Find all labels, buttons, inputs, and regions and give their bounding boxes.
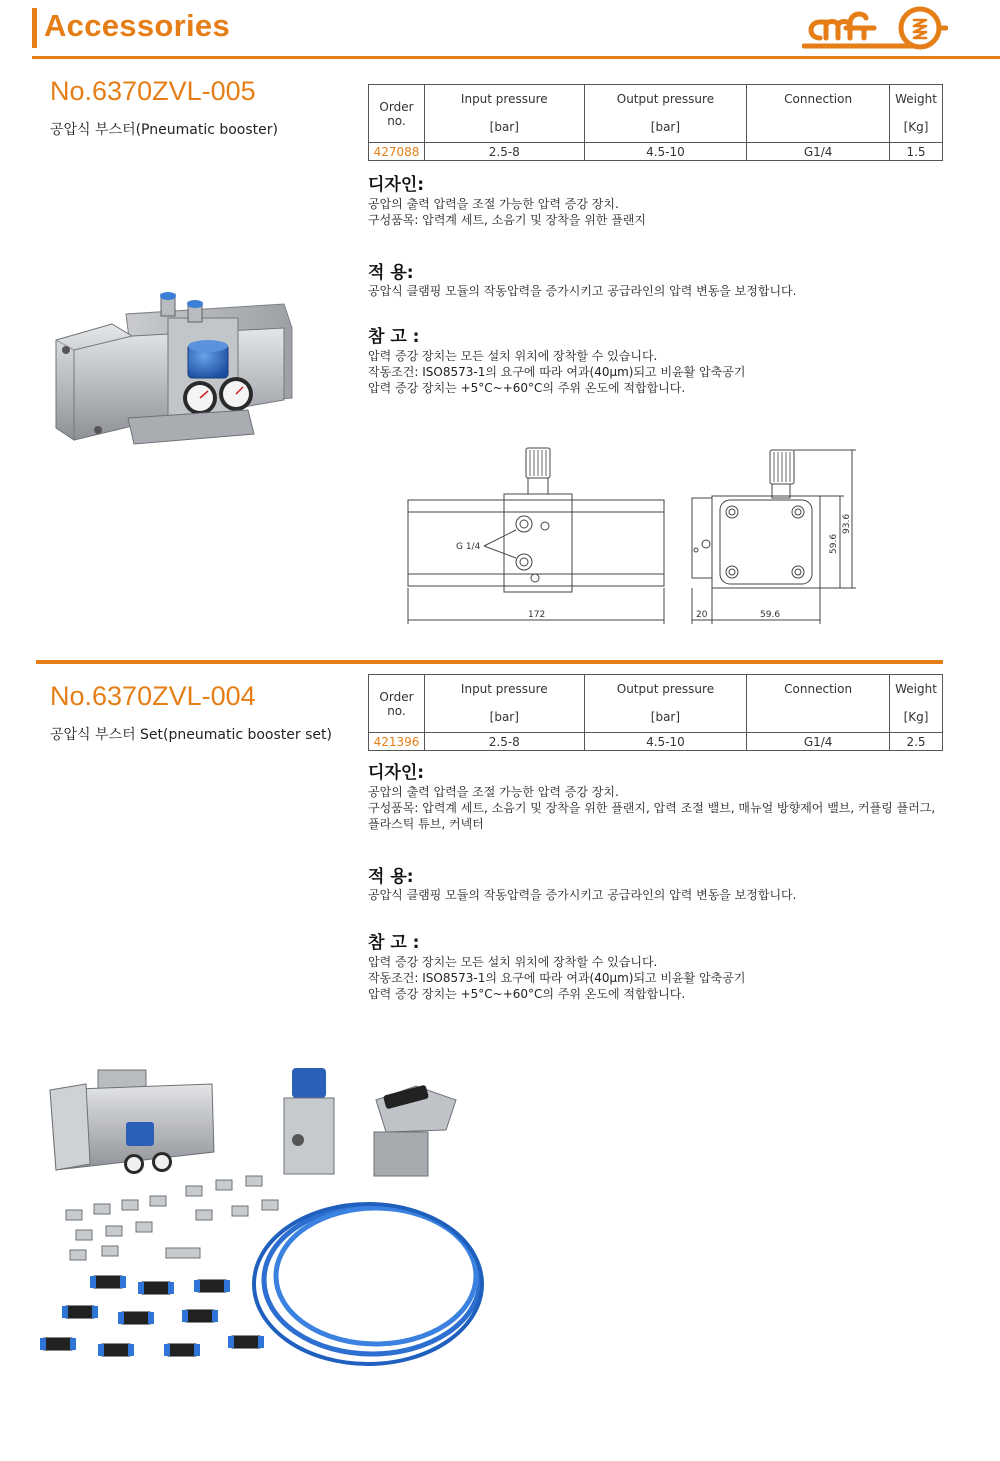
text-line: 압력 증강 장치는 모든 설치 위치에 장착할 수 있습니다. [368, 955, 658, 969]
pneumatic-booster-image [48, 288, 298, 458]
thread-label: G 1/4 [456, 542, 481, 552]
product-1-note-heading: 참 고 : [368, 327, 420, 347]
order-number-link[interactable]: 421396 [369, 733, 425, 751]
product-1-spec-table [368, 84, 943, 161]
text-line: 압력 증강 장치는 모든 설치 위치에 장착할 수 있습니다. [368, 349, 658, 363]
cell-input-pressure: 2.5-8 [424, 143, 584, 161]
text-line: 압력 증강 장치는 +5°C~+60°C의 주위 온도에 적합합니다. [368, 381, 686, 395]
unit-connection [747, 703, 890, 733]
cell-input-pressure: 2.5-8 [424, 733, 584, 751]
text-line: 작동조건: ISO8573-1의 요구에 따라 여과(40μm)되고 비윤활 압축공기 [368, 365, 746, 379]
header-input-pressure: Input pressure [424, 675, 584, 703]
text-line: 구성품목: 압력계 세트, 소음기 및 장착을 위한 플랜지 [368, 213, 646, 227]
order-number-link[interactable]: 427088 [369, 143, 425, 161]
dim-side-b: 59.6 [760, 610, 781, 620]
text-line: 공압의 출력 압력을 조절 가능한 압력 증강 장치. [368, 197, 619, 211]
unit-weight: [Kg] [890, 113, 943, 143]
booster-set-image [36, 1060, 506, 1380]
product-2-design-text [368, 784, 935, 832]
product-2-note-heading: 참 고 : [368, 933, 420, 953]
table-row [369, 733, 943, 751]
text-line: 작동조건: ISO8573-1의 요구에 따라 여과(40μm)되고 비윤활 압축공기 [368, 971, 746, 985]
text-line: 플라스틱 튜브, 커넥터 [368, 817, 484, 831]
dim-height-a: 59.6 [829, 533, 839, 554]
unit-connection [747, 113, 890, 143]
product-2-application-text [368, 887, 796, 903]
unit-weight: [Kg] [890, 703, 943, 733]
header-connection: Connection [747, 675, 890, 703]
unit-input-pressure: [bar] [424, 703, 584, 733]
unit-output-pressure: [bar] [584, 703, 747, 733]
header-input-pressure: Input pressure [424, 85, 584, 113]
cell-connection: G1/4 [747, 143, 890, 161]
technical-drawing [400, 438, 870, 628]
product-1-note-text [368, 348, 745, 396]
product-1-application-heading: 적 용: [368, 263, 414, 283]
cell-weight: 2.5 [890, 733, 943, 751]
product-1-application-text [368, 283, 796, 299]
header-order-no: Order no. [369, 675, 425, 733]
header-output-pressure: Output pressure [584, 675, 747, 703]
product-1-description: 공압식 부스터(Pneumatic booster) [50, 122, 278, 138]
header-order-no: Order no. [369, 85, 425, 143]
cell-output-pressure: 4.5-10 [584, 143, 747, 161]
text-line: 구성품목: 압력계 세트, 소음기 및 장착을 위한 플랜지, 압력 조절 밸브, 매뉴얼 방향제어 밸브, 커플링 플러그, [368, 801, 936, 815]
product-2-model: No.6370ZVL-004 [50, 681, 256, 711]
unit-input-pressure: [bar] [424, 113, 584, 143]
cell-connection: G1/4 [747, 733, 890, 751]
header-connection: Connection [747, 85, 890, 113]
product-2-spec-table [368, 674, 943, 751]
text-line: 공압의 출력 압력을 조절 가능한 압력 증강 장치. [368, 785, 619, 799]
page-title: Accessories [44, 8, 230, 43]
product-1-design-heading: 디자인: [368, 175, 425, 195]
header-output-pressure: Output pressure [584, 85, 747, 113]
header-weight: Weight [890, 675, 943, 703]
section-divider [36, 660, 943, 664]
cell-weight: 1.5 [890, 143, 943, 161]
header-rule [32, 56, 1000, 59]
product-2-note-text [368, 954, 745, 1002]
header-weight: Weight [890, 85, 943, 113]
product-1-design-text [368, 196, 646, 228]
product-2-design-heading: 디자인: [368, 763, 425, 783]
dim-length: 172 [528, 610, 546, 620]
product-2-application-heading: 적 용: [368, 867, 414, 887]
text-line: 공압식 클램핑 모듈의 작동압력을 증가시키고 공급라인의 압력 변동을 보정합니다. [368, 284, 797, 298]
text-line: 공압식 클램핑 모듈의 작동압력을 증가시키고 공급라인의 압력 변동을 보정합니다. [368, 888, 797, 902]
dim-side-a: 20 [696, 610, 708, 620]
product-2-description: 공압식 부스터 Set(pneumatic booster set) [50, 727, 332, 743]
text-line: 압력 증강 장치는 +5°C~+60°C의 주위 온도에 적합합니다. [368, 987, 686, 1001]
table-row [369, 143, 943, 161]
amf-logo [802, 4, 948, 50]
header-accent-bar [32, 8, 37, 48]
cell-output-pressure: 4.5-10 [584, 733, 747, 751]
product-1-model: No.6370ZVL-005 [50, 76, 256, 106]
unit-output-pressure: [bar] [584, 113, 747, 143]
dim-height-b: 93.6 [842, 513, 852, 534]
